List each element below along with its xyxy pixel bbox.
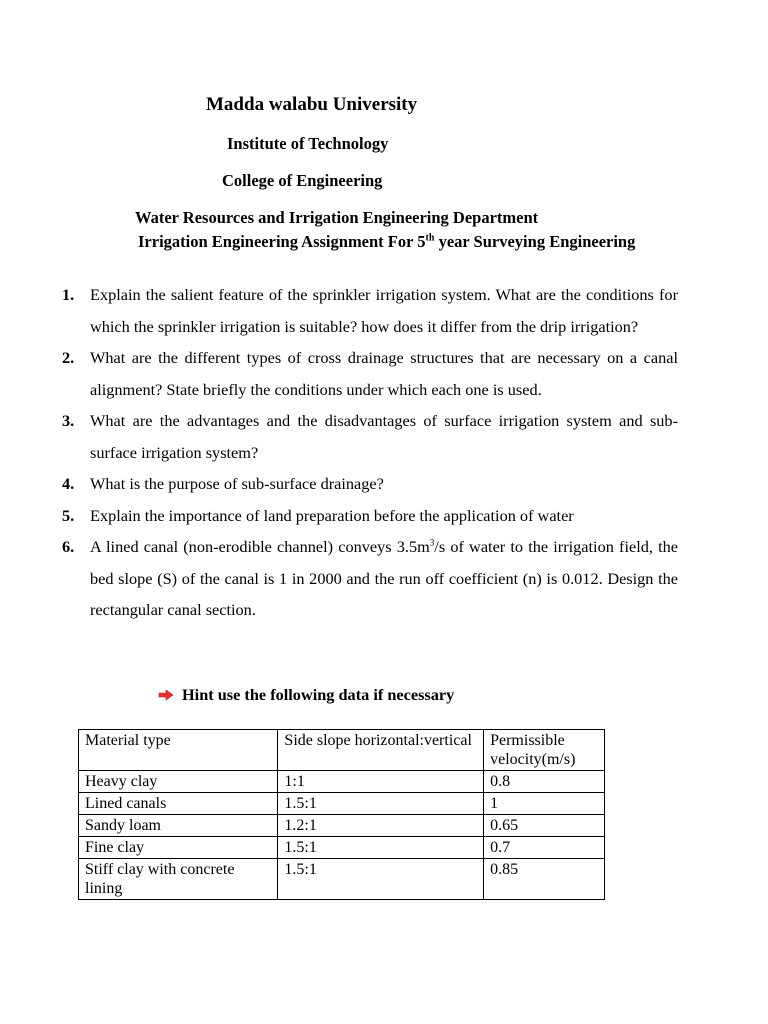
- table-cell: 1.5:1: [278, 837, 484, 859]
- table-cell: Fine clay: [79, 837, 278, 859]
- table-row: [79, 771, 605, 793]
- table-row: [79, 793, 605, 815]
- table-cell: 1.5:1: [278, 859, 484, 900]
- table-cell: Heavy clay: [79, 771, 278, 793]
- hint-text: Hint use the following data if necessary: [182, 685, 455, 704]
- question-text: Explain the importance of land preparation before the application of water: [90, 505, 574, 525]
- assignment-title-sup: th: [425, 232, 435, 244]
- question-number: 2.: [62, 348, 75, 367]
- table-cell: Stiff clay with concrete lining: [79, 859, 278, 900]
- question-text: What are the advantages and the disadvantages of surface irrigation system and sub-surface irrigation system?: [90, 411, 678, 462]
- table-cell: 1.2:1: [278, 815, 484, 837]
- table-cell: Sandy loam: [79, 815, 278, 837]
- question-text-part2: /s of water to the irrigation field, the bed slope (S) of the canal is 1 in 2000 and the run off coefficient (n) is 0.012. Design the rectangular canal section.: [90, 537, 678, 619]
- material-data-table: [78, 729, 605, 900]
- question-list: [62, 279, 678, 626]
- table-cell: 1: [484, 793, 605, 815]
- table-cell: 1:1: [278, 771, 484, 793]
- arrow-right-icon: [158, 689, 174, 701]
- question-item: [62, 405, 678, 468]
- table-header-cell: Material type: [79, 730, 278, 771]
- question-item: [62, 279, 678, 342]
- question-number: 5.: [62, 505, 75, 525]
- question-text: Explain the salient feature of the sprinkler irrigation system. What are the conditions for which the sprinkler irrigation is suitable? how does it differ from the drip irrigation?: [90, 285, 678, 336]
- question-text-part1: A lined canal (non-erodible channel) conveys 3.5m: [90, 537, 430, 556]
- table-cell: 0.8: [484, 771, 605, 793]
- question-number: 3.: [62, 411, 75, 430]
- question-text: What is the purpose of sub-surface drainage?: [90, 474, 384, 493]
- table-header-row: [79, 730, 605, 771]
- table-cell: 0.85: [484, 859, 605, 900]
- table-header-cell: Permissible velocity(m/s): [484, 730, 605, 771]
- table-cell: 0.7: [484, 837, 605, 859]
- question-text: [90, 531, 678, 626]
- institute-title: Institute of Technology: [227, 134, 389, 153]
- hint-line: [158, 685, 454, 705]
- question-item: [62, 342, 678, 405]
- question-number: 4.: [62, 474, 75, 493]
- assignment-title: [138, 232, 635, 252]
- table-cell: 0.65: [484, 815, 605, 837]
- table-cell: Lined canals: [79, 793, 278, 815]
- table-cell: 1.5:1: [278, 793, 484, 815]
- college-title: College of Engineering: [222, 171, 383, 190]
- assignment-title-suffix: year Surveying Engineering: [434, 232, 636, 251]
- question-number: 1.: [62, 285, 75, 304]
- question-item: [62, 531, 678, 626]
- question-text: What are the different types of cross drainage structures that are necessary on a canal alignment? State briefly the conditions under which each one is used.: [90, 348, 678, 399]
- assignment-title-prefix: Irrigation Engineering Assignment For 5: [138, 232, 426, 251]
- university-title: Madda walabu University: [206, 94, 418, 115]
- question-text-sup: 3: [429, 537, 435, 548]
- question-item: [62, 468, 678, 500]
- question-number: 6.: [62, 537, 75, 556]
- question-item: [62, 500, 678, 532]
- department-title: Water Resources and Irrigation Engineering Department: [135, 208, 539, 227]
- table-row: [79, 837, 605, 859]
- table-row: [79, 859, 605, 900]
- table-header-cell: Side slope horizontal:vertical: [278, 730, 484, 771]
- table-row: [79, 815, 605, 837]
